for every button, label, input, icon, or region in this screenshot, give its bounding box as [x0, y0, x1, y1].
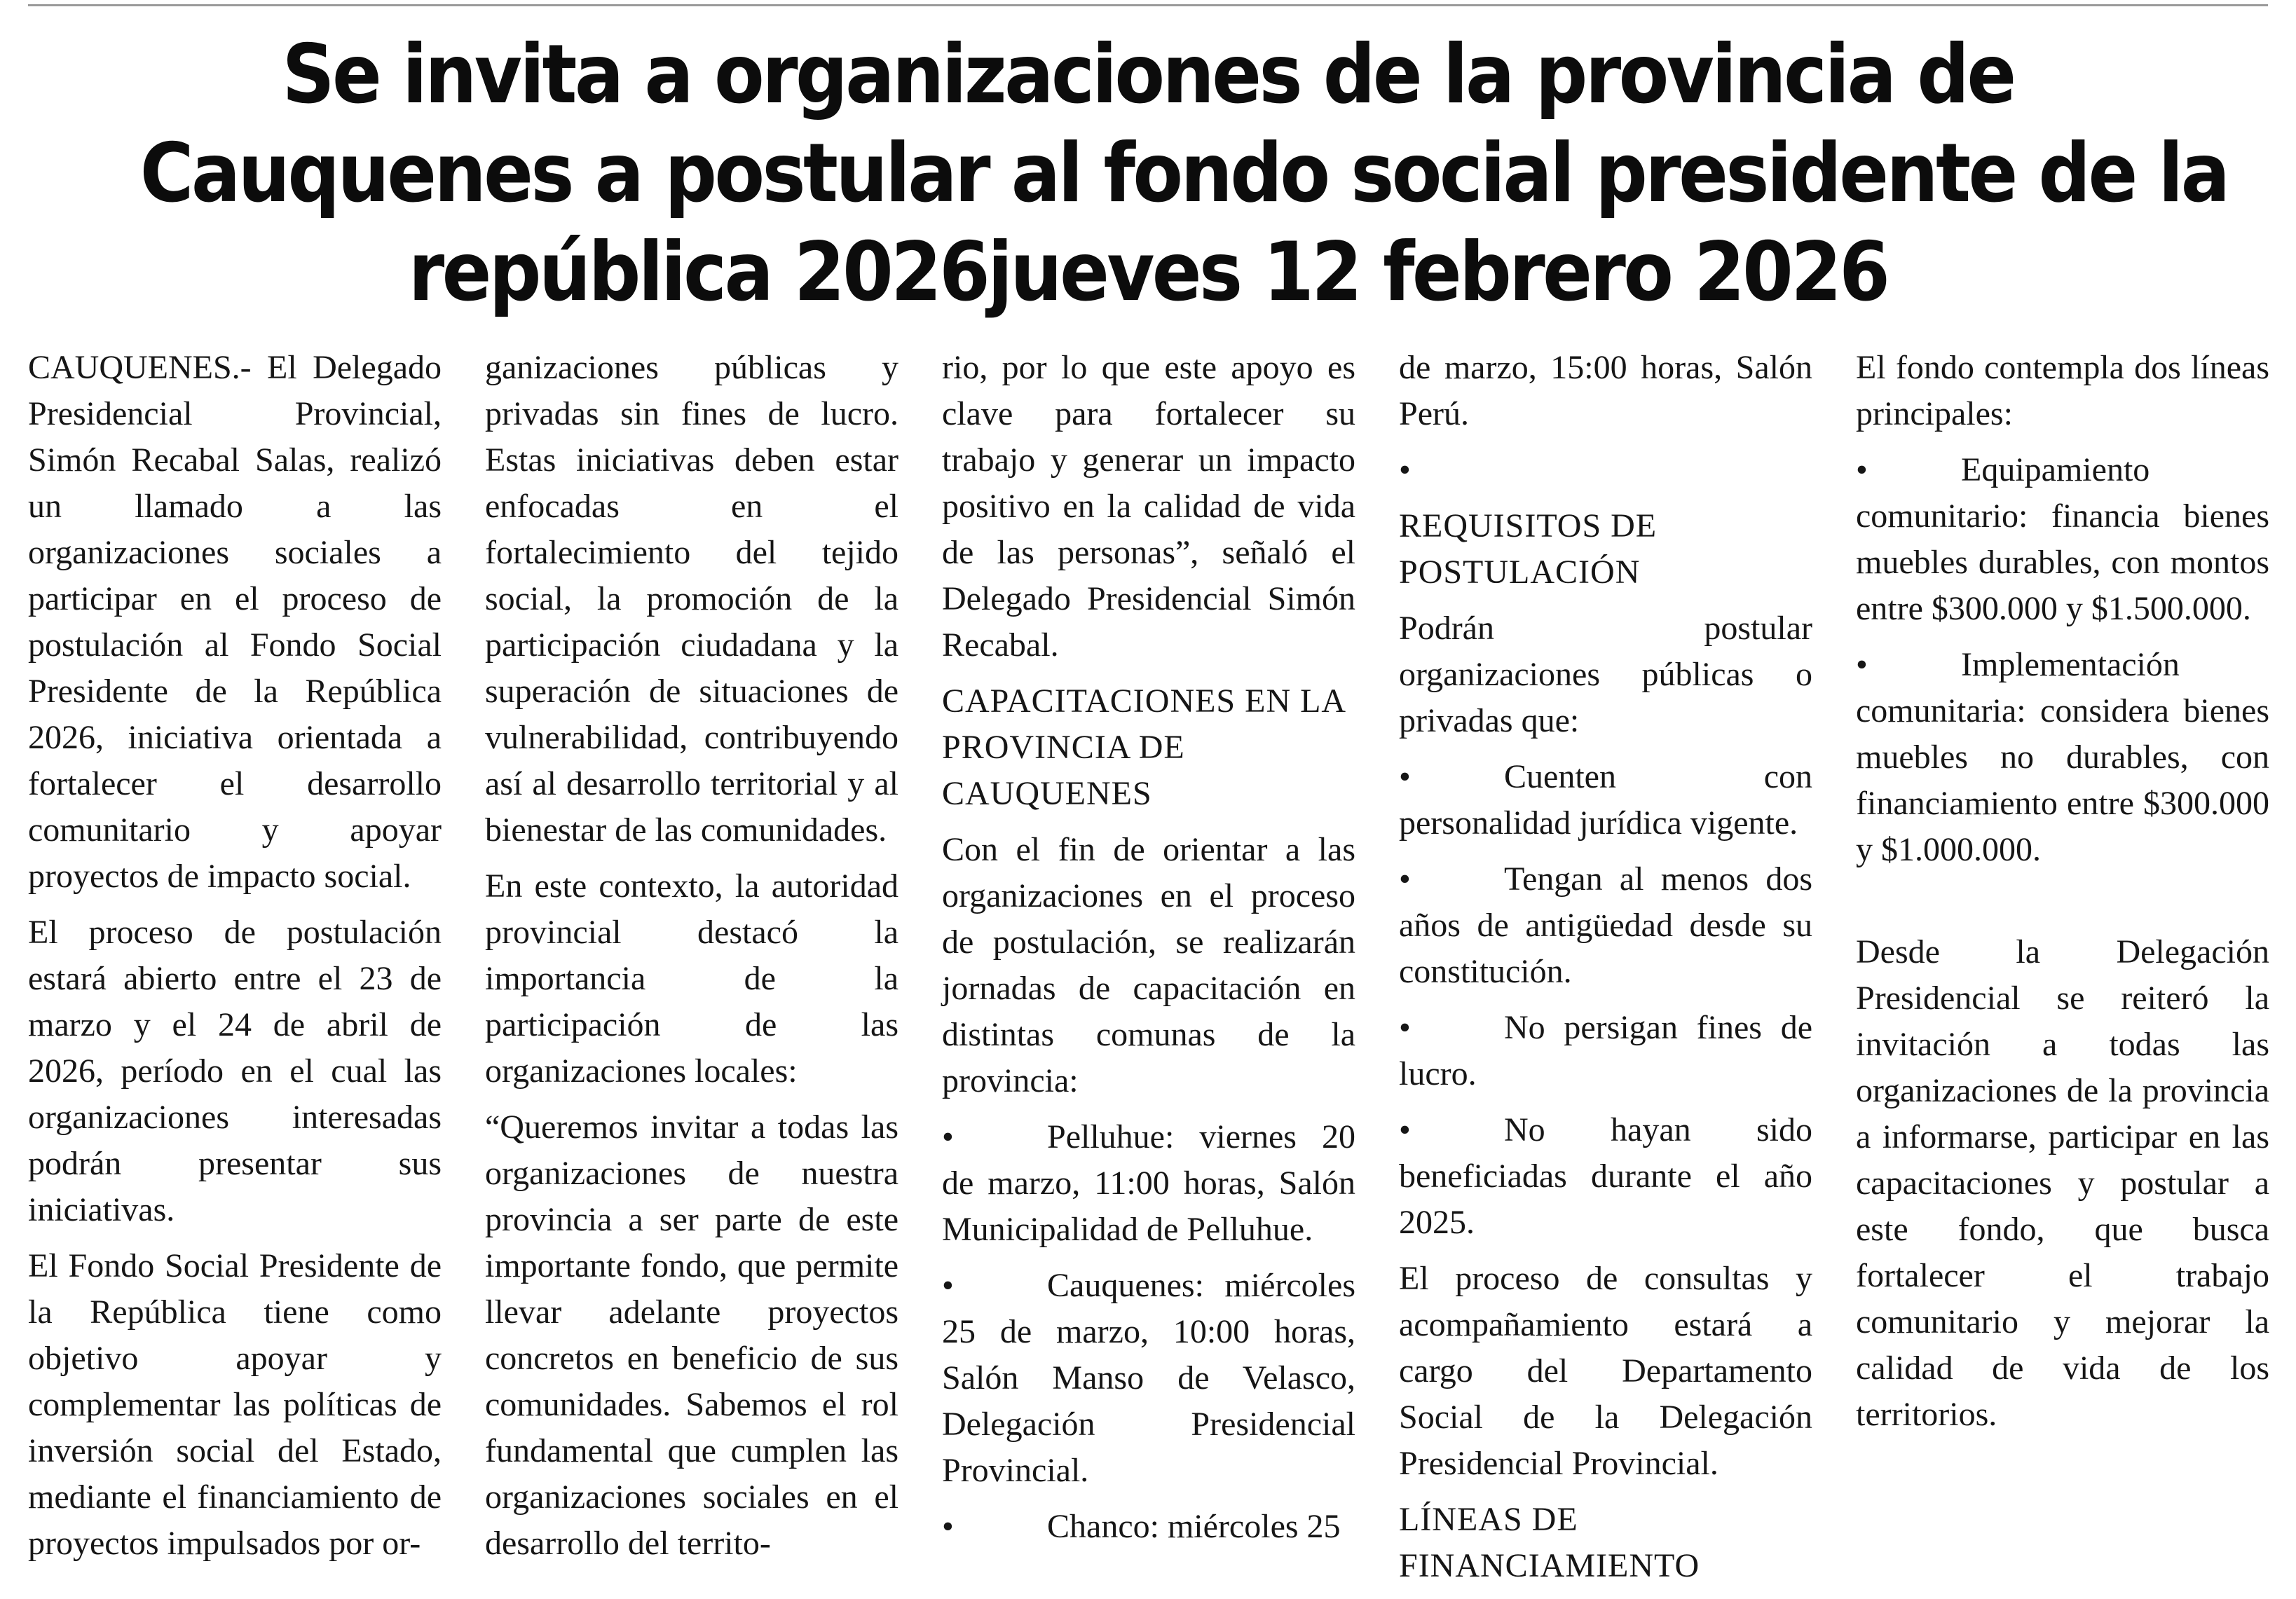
list-item-text: No hayan sido beneficiadas durante el año 2025. [1399, 1111, 1812, 1241]
top-rule [28, 4, 2268, 6]
column-4 [1399, 345, 1812, 1599]
list-item [942, 1504, 1355, 1550]
paragraph: rio, por lo que este apoyo es clave para fortalecer su trabajo y generar un impacto positivo en la calidad de vida de las personas”, señaló el Delegado Presidencial Simón Recabal. [942, 349, 1355, 664]
list-item [942, 1263, 1355, 1494]
section-heading-capacitaciones: CAPACITACIONES EN LA PROVINCIA DE CAUQUENES [942, 682, 1345, 812]
bullet-icon: • [1399, 1111, 1411, 1148]
paragraph: El Fondo Social Presidente de la República tiene como objetivo apoyar y complementar las políticas de inversión social del Estado, mediante el financiamiento de proyectos impulsados por or- [28, 1247, 442, 1562]
paragraph: de marzo, 15:00 horas, Salón Perú. [1399, 349, 1812, 432]
paragraph: Con el fin de orientar a las organizaciones en el proceso de postulación, se realizarán jornadas de capacitación en distintas comunas de la provincia: [942, 831, 1355, 1099]
spacer [1856, 883, 2269, 929]
list-item-text: Equipamiento comunitario: financia bienes muebles durables, con montos entre $300.000 y $1.500.000. [1856, 451, 2269, 627]
bullet-icon: • [1856, 646, 1868, 683]
article-columns [28, 345, 2271, 1584]
list-item [1399, 1005, 1812, 1097]
bullet-icon: • [1399, 758, 1411, 795]
list-item [1399, 754, 1812, 846]
list-item-text: No persigan fines de lucro. [1399, 1009, 1812, 1092]
list-item [1399, 1107, 1812, 1246]
bullet-icon: • [1399, 451, 1411, 488]
paragraph: Podrán postular organizaciones públicas o privadas que: [1399, 610, 1812, 739]
paragraph: CAUQUENES.- El Delegado Presidencial Provincial, Simón Recabal Salas, realizó un llamado a las organizaciones sociales a participar en el proceso de postulación al Fondo Social Presidente de la República 2026, iniciativa orientada a fortalecer el desarrollo comunitario y apoyar proyectos de impacto social. [28, 349, 442, 895]
quote-paragraph: “Queremos invitar a todas las organizaciones de nuestra provincia a ser parte de este importante fondo, que permite llevar adelante proyectos concretos en beneficio de sus comunidades. Sabemos el rol fundamental que cumplen las organizaciones sociales en el desarrollo del territo- [485, 1109, 898, 1562]
list-item [1399, 856, 1812, 995]
list-item-text: Chanco: miércoles 25 [1047, 1508, 1341, 1545]
list-item-text: Tengan al menos dos años de antigüedad desde su constitución. [1399, 860, 1812, 990]
column-1 [28, 345, 442, 1599]
column-2 [485, 345, 898, 1599]
section-heading-lineas: LÍNEAS DE FINANCIAMIENTO [1399, 1501, 1700, 1584]
paragraph: El fondo contempla dos líneas principales: [1856, 349, 2269, 432]
bullet-icon: • [1399, 1009, 1411, 1046]
column-3 [942, 345, 1355, 1599]
paragraph: El proceso de consultas y acompañamiento estará a cargo del Departamento Social de la Delegación Presidencial Provincial. [1399, 1260, 1812, 1482]
bullet-icon: • [942, 1267, 954, 1304]
bullet-icon: • [942, 1118, 954, 1155]
headline-line-3: república 2026jueves 12 febrero 2026 [408, 225, 1888, 320]
section-heading-requisitos: REQUISITOS DE POSTULACIÓN [1399, 507, 1658, 591]
list-item-text: Cuenten con personalidad jurídica vigente. [1399, 758, 1812, 842]
column-5 [1856, 345, 2269, 1599]
headline [139, 25, 2228, 322]
bullet-icon: • [1856, 451, 1868, 488]
headline-line-2: Cauquenes a postular al fondo social presidente de la [139, 126, 2228, 221]
bullet-icon: • [942, 1508, 954, 1545]
bullet-icon: • [1399, 860, 1411, 898]
list-item-text: Implementación comunitaria: considera bienes muebles no durables, con financiamiento entre $300.000 y $1.000.000. [1856, 646, 2269, 868]
paragraph: Desde la Delegación Presidencial se reiteró la invitación a todas las organizaciones de la provincia a informarse, participar en las capacitaciones y postular a este fondo, que busca fortalecer el trabajo comunitario y mejorar la calidad de vida de los territorios. [1856, 933, 2269, 1433]
paragraph: En este contexto, la autoridad provincial destacó la importancia de la participación de las organizaciones locales: [485, 867, 898, 1090]
list-item [1856, 642, 2269, 873]
list-item [1856, 447, 2269, 632]
paragraph: El proceso de postulación estará abierto entre el 23 de marzo y el 24 de abril de 2026, período en el cual las organizaciones interesadas podrán presentar sus iniciativas. [28, 914, 442, 1228]
paragraph: ganizaciones públicas y privadas sin fines de lucro. Estas iniciativas deben estar enfocadas en el fortalecimiento del tejido social, la promoción de la participación ciudadana y la superación de situaciones de vulnerabilidad, contribuyendo así al desarrollo territorial y al bienestar de las comunidades. [485, 349, 898, 849]
list-item [942, 1114, 1355, 1253]
headline-line-1: Se invita a organizaciones de la provincia de [282, 27, 2014, 122]
list-item-text: Cauquenes: miércoles 25 de marzo, 10:00 horas, Salón Manso de Velasco, Delegación Presidencial Provincial. [942, 1267, 1355, 1489]
list-item-text: Pelluhue: viernes 20 de marzo, 11:00 horas, Salón Municipalidad de Pelluhue. [942, 1118, 1355, 1248]
